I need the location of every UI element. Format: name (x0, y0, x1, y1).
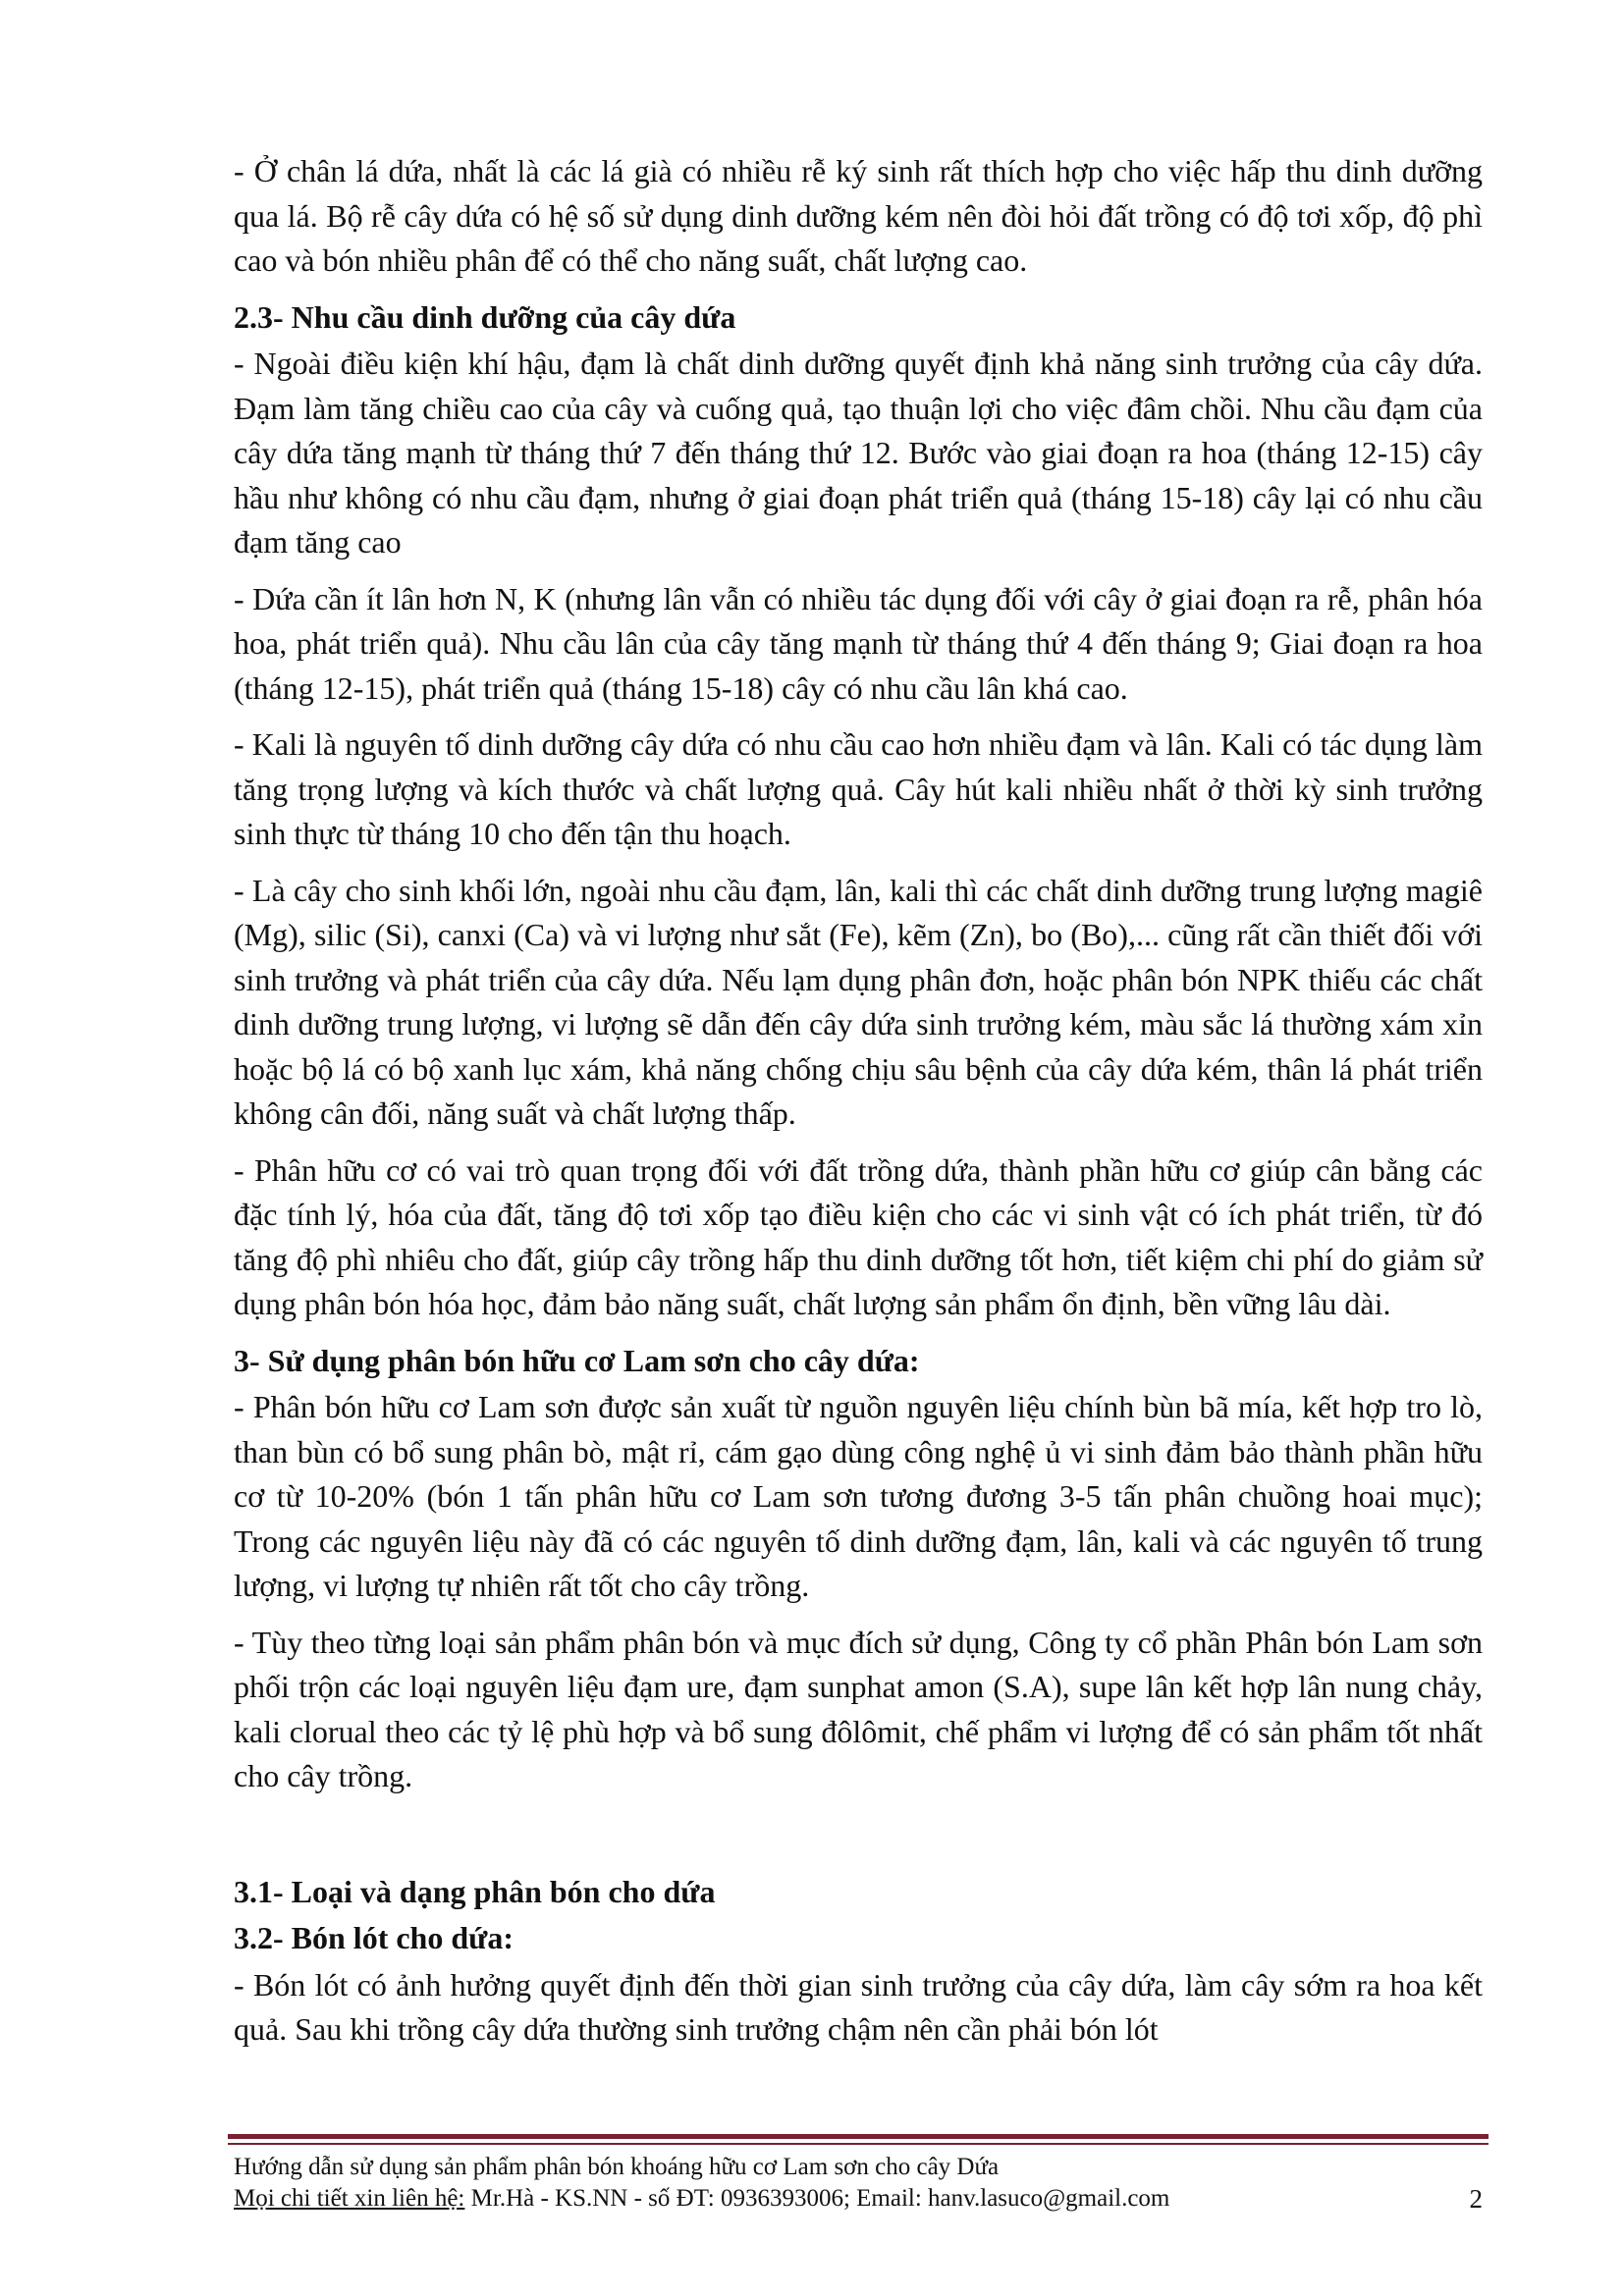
paragraph: - Tùy theo từng loại sản phẩm phân bón và mục đích sử dụng, Công ty cổ phần Phân bón Lam sơn phối trộn các loại nguyên liệu đạm ure, đạm sunphat amon (S.A), supe lân kết hợp lân nung chảy, kali clorual theo các tỷ lệ phù hợp và bổ sung đôlômit, chế phẩm vi lượng để có sản phẩm tốt nhất cho cây trồng. (234, 1624, 1483, 1793)
paragraph: - Phân hữu cơ có vai trò quan trọng đối với đất trồng dứa, thành phần hữu cơ giúp cân bằng các đặc tính lý, hóa của đất, tăng độ tơi xốp tạo điều kiện cho các vi sinh vật có ích phát triển, từ đó tăng độ phì nhiêu cho đất, giúp cây trồng hấp thu dinh dưỡng tốt hơn, tiết kiệm chi phí do giảm sử dụng phân bón hóa học, đảm bảo năng suất, chất lượng sản phẩm ổn định, bền vững lâu dài. (234, 1151, 1483, 1321)
footer-rule (228, 2134, 1489, 2139)
contact-label: Mọi chi tiết xin liên hệ: (234, 2185, 465, 2212)
section-heading: 2.3- Nhu cầu dinh dưỡng của cây dứa (234, 298, 736, 335)
document-body (234, 149, 1483, 2064)
paragraph: - Phân bón hữu cơ Lam sơn được sản xuất từ nguồn nguyên liệu chính bùn bã mía, kết hợp tro lò, than bùn có bổ sung phân bò, mật rỉ, cám gạo dùng công nghệ ủ vi sinh đảm bảo thành phần hữu cơ từ 10-20% (bón 1 tấn phân hữu cơ Lam sơn tương đương 3-5 tấn phân chuồng hoai mục); Trong các nguyên liệu này đã có các nguyên tố dinh dưỡng đạm, lân, kali và các nguyên tố trung lượng, vi lượng tự nhiên rất tốt cho cây trồng. (234, 1389, 1483, 1603)
paragraph: - Ở chân lá dứa, nhất là các lá già có nhiều rễ ký sinh rất thích hợp cho việc hấp thu dinh dưỡng qua lá. Bộ rễ cây dứa có hệ số sử dụng dinh dưỡng kém nên đòi hỏi đất trồng có độ tơi xốp, độ phì cao và bón nhiều phân để có thể cho năng suất, chất lượng cao. (234, 153, 1483, 278)
footer-contact (234, 2183, 1483, 2215)
page-footer (234, 2152, 1483, 2215)
page-number: 2 (1469, 2184, 1483, 2214)
paragraph: - Dứa cần ít lân hơn N, K (nhưng lân vẫn có nhiều tác dụng đối với cây ở giai đoạn ra rễ, phân hóa hoa, phát triển quả). Nhu cầu lân của cây tăng mạnh từ tháng thứ 4 đến tháng 9; Giai đoạn ra hoa (tháng 12-15), phát triển quả (tháng 15-18) cây có nhu cầu lân khá cao. (234, 580, 1483, 706)
paragraph: - Là cây cho sinh khối lớn, ngoài nhu cầu đạm, lân, kali thì các chất dinh dưỡng trung lượng magiê (Mg), silic (Si), canxi (Ca) và vi lượng như sắt (Fe), kẽm (Zn), bo (Bo),... cũng rất cần thiết đối với sinh trưởng và phát triển của cây dứa. Nếu lạm dụng phân đơn, hoặc phân bón NPK thiếu các chất dinh dưỡng trung lượng, vi lượng sẽ dẫn đến cây dứa sinh trưởng kém, màu sắc lá thường xám xỉn hoặc bộ lá có bộ xanh lục xám, khả năng chống chịu sâu bệnh của cây dứa kém, thân lá phát triển không cân đối, năng suất và chất lượng thấp. (234, 872, 1483, 1131)
paragraph: - Ngoài điều kiện khí hậu, đạm là chất dinh dưỡng quyết định khả năng sinh trưởng của cây dứa. Đạm làm tăng chiều cao của cây và cuống quả, tạo thuận lợi cho việc đâm chồi. Nhu cầu đạm của cây dứa tăng mạnh từ tháng thứ 7 đến tháng thứ 12. Bước vào giai đoạn ra hoa (tháng 12-15) cây hầu như không có nhu cầu đạm, nhưng ở giai đoạn phát triển quả (tháng 15-18) cây lại có nhu cầu đạm tăng cao (234, 346, 1483, 560)
section-heading: 3.2- Bón lót cho dứa: (234, 1920, 514, 1955)
footer-rule-thin (228, 2143, 1489, 2145)
contact-text: Mr.Hà - KS.NN - số ĐT: 0936393006; Email: hanv.lasuco@gmail.com (464, 2185, 1170, 2212)
paragraph: - Kali là nguyên tố dinh dưỡng cây dứa có nhu cầu cao hơn nhiều đạm và lân. Kali có tác dụng làm tăng trọng lượng và kích thước và chất lượng quả. Cây hút kali nhiều nhất ở thời kỳ sinh trưởng sinh thực từ tháng 10 cho đến tận thu hoạch. (234, 726, 1483, 851)
footer-title: Hướng dẫn sử dụng sản phẩm phân bón khoáng hữu cơ Lam sơn cho cây Dứa (234, 2154, 1000, 2180)
section-heading: 3.1- Loại và dạng phân bón cho dứa (234, 1873, 716, 1909)
paragraph: - Bón lót có ảnh hưởng quyết định đến thời gian sinh trưởng của cây dứa, làm cây sớm ra hoa kết quả. Sau khi trồng cây dứa thường sinh trưởng chậm nên cần phải bón lót (234, 1966, 1483, 2047)
section-heading: 3- Sử dụng phân bón hữu cơ Lam sơn cho cây dứa: (234, 1342, 920, 1378)
